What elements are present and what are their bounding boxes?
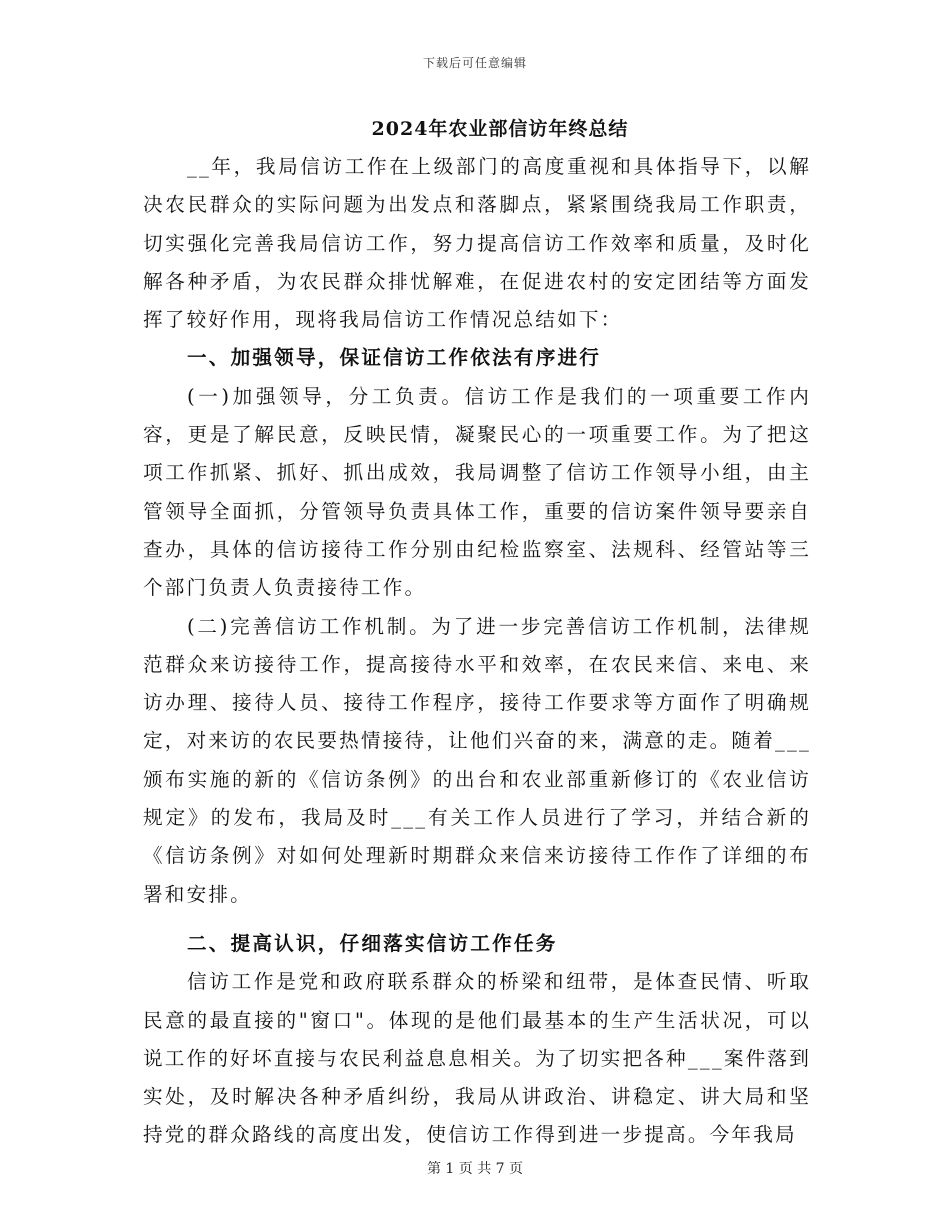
section-2-heading: 二、提高认识，仔细落实信访工作任务 — [187, 931, 558, 955]
document-title: 2024年农业部信访年终总结 — [371, 118, 629, 140]
document-body — [143, 148, 811, 1155]
page-indicator: 第 1 页 共 7 页 — [426, 1161, 524, 1177]
section-1-heading: 一、加强领导，保证信访工作依法有序进行 — [187, 346, 602, 370]
section-1-paragraph-2: (二)完善信访工作机制。为了进一步完善信访工作机制，法律规范群众来访接待工作，提高接待水平和效率，在农民来信、来电、来访办理、接待人员、接待工作程序，接待工作要求等方面作了明确规定，对来访的农民要热情接待，让他们兴奋的来，满意的走。随着___颁布实施的新的《信访条例》的出台和农业部重新修订的《农业信访规定》的发布，我局及时___有关工作人员进行了学习，并结合新的《信访条例》对如何处理新时期群众来信来访接待工作作了详细的布署和安排。 — [143, 614, 812, 906]
section-1-paragraph-1: (一)加强领导，分工负责。信访工作是我们的一项重要工作内容，更是了解民意，反映民情，凝聚民心的一项重要工作。为了把这项工作抓紧、抓好、抓出成效，我局调整了信访工作领导小组，由主管领导全面抓，分管领导负责具体工作，重要的信访案件领导要亲自查办，具体的信访接待工作分别由纪检监察室、法规科、经管站等三个部门负责人负责接待工作。 — [143, 384, 811, 600]
header-note: 下载后可任意编辑 — [422, 56, 527, 70]
section-2-paragraph-1: 信访工作是党和政府联系群众的桥梁和纽带，是体查民情、听取民意的最直接的"窗口"。体现的是他们最基本的生产生活状况，可以说工作的好坏直接与农民利益息息相关。为了切实把各种___案件落到实处，及时解决各种矛盾纠纷，我局从讲政治、讲稳定、讲大局和坚持党的群众路线的高度出发，使信访工作得到进一步提高。今年我局 — [143, 970, 812, 1147]
intro-paragraph: __年，我局信访工作在上级部门的高度重视和具体指导下，以解决农民群众的实际问题为出发点和落脚点，紧紧围绕我局工作职责，切实强化完善我局信访工作，努力提高信访工作效率和质量，及时化解各种矛盾，为农民群众排忧解难，在促进农村的安定团结等方面发挥了较好作用，现将我局信访工作情况总结如下： — [143, 155, 811, 332]
